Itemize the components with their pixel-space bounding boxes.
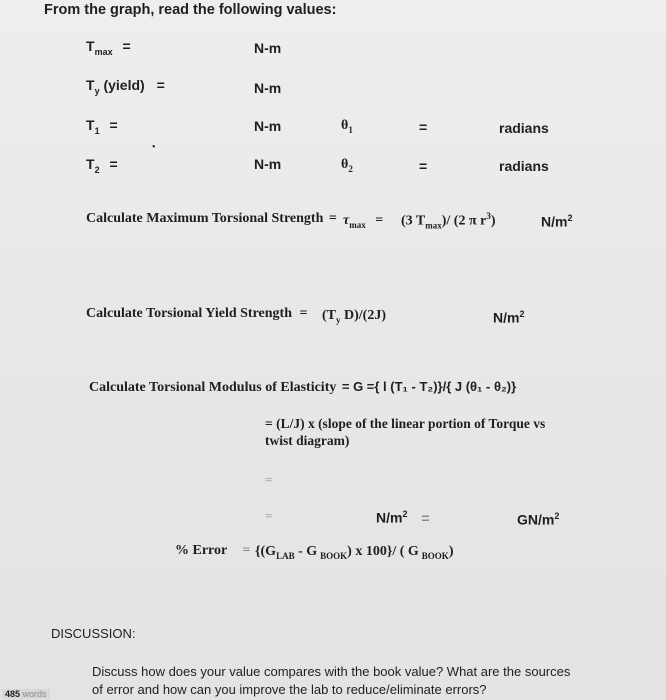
t2-unit: N-m: [254, 156, 282, 172]
word-count-badge: 485 words: [2, 689, 50, 699]
discussion-title: DISCUSSION:: [51, 626, 136, 641]
modulus-label: Calculate Torsional Modulus of Elasticity = G ={ l (T₁ - T₂)}/{ J (θ₁ - θ₂)}: [89, 379, 517, 395]
theta1-unit: radians: [499, 120, 549, 136]
discussion-line1: Discuss how does your value compares with the book value? What are the sources: [92, 664, 571, 679]
max-strength-label: Calculate Maximum Torsional Strength =: [86, 211, 337, 226]
theta1-eq: =: [419, 119, 428, 135]
modulus-eq3: =: [265, 472, 273, 487]
error-label: % Error =: [175, 543, 251, 558]
modulus-unit2: $GN/m^2$: [517, 511, 560, 528]
max-strength-formula: (3 $T_{max})/$ (2 π $r^3$): [401, 211, 496, 231]
ty-label: $T_y$ (yield) =: [86, 77, 165, 96]
error-formula: {($G_{LAB}$ - G $_{BOOK}$) x 100}/ ( G $_{BOOK}$): [255, 544, 454, 561]
t1-label: $T_1$ =: [86, 117, 118, 136]
yield-strength-label: Calculate Torsional Yield Strength =: [86, 306, 308, 321]
stray-dot: •: [152, 142, 156, 153]
modulus-unit1: $N/m^2$ =: [376, 509, 430, 526]
theta1-label: $\theta_1$: [341, 118, 353, 135]
modulus-eq4: =: [265, 508, 273, 523]
theta2-unit: radians: [499, 158, 549, 174]
t1-unit: N-m: [254, 118, 282, 134]
tmax-label: $T_{max}$ =: [86, 38, 131, 57]
theta2-label: $\theta_2$: [341, 157, 353, 174]
modulus-line2b: twist diagram): [265, 433, 350, 448]
max-strength-tau: $\tau_{max}$ =: [343, 213, 384, 230]
section-heading: From the graph, read the following values:: [44, 2, 337, 18]
modulus-line2a: = (L/J) x (slope of the linear portion of Torque vs: [265, 416, 546, 431]
yield-strength-unit: $N/m^2$: [493, 309, 525, 326]
t2-label: $T_2$ =: [86, 156, 118, 175]
yield-strength-formula: ($T_y$ D)/(2J): [322, 308, 386, 325]
theta2-eq: =: [419, 158, 428, 174]
max-strength-unit: $N/m^2$: [541, 213, 573, 230]
ty-unit: N-m: [254, 80, 282, 96]
discussion-line2: of error and how can you improve the lab to reduce/eliminate errors?: [92, 682, 487, 697]
tmax-unit: N-m: [254, 40, 282, 56]
